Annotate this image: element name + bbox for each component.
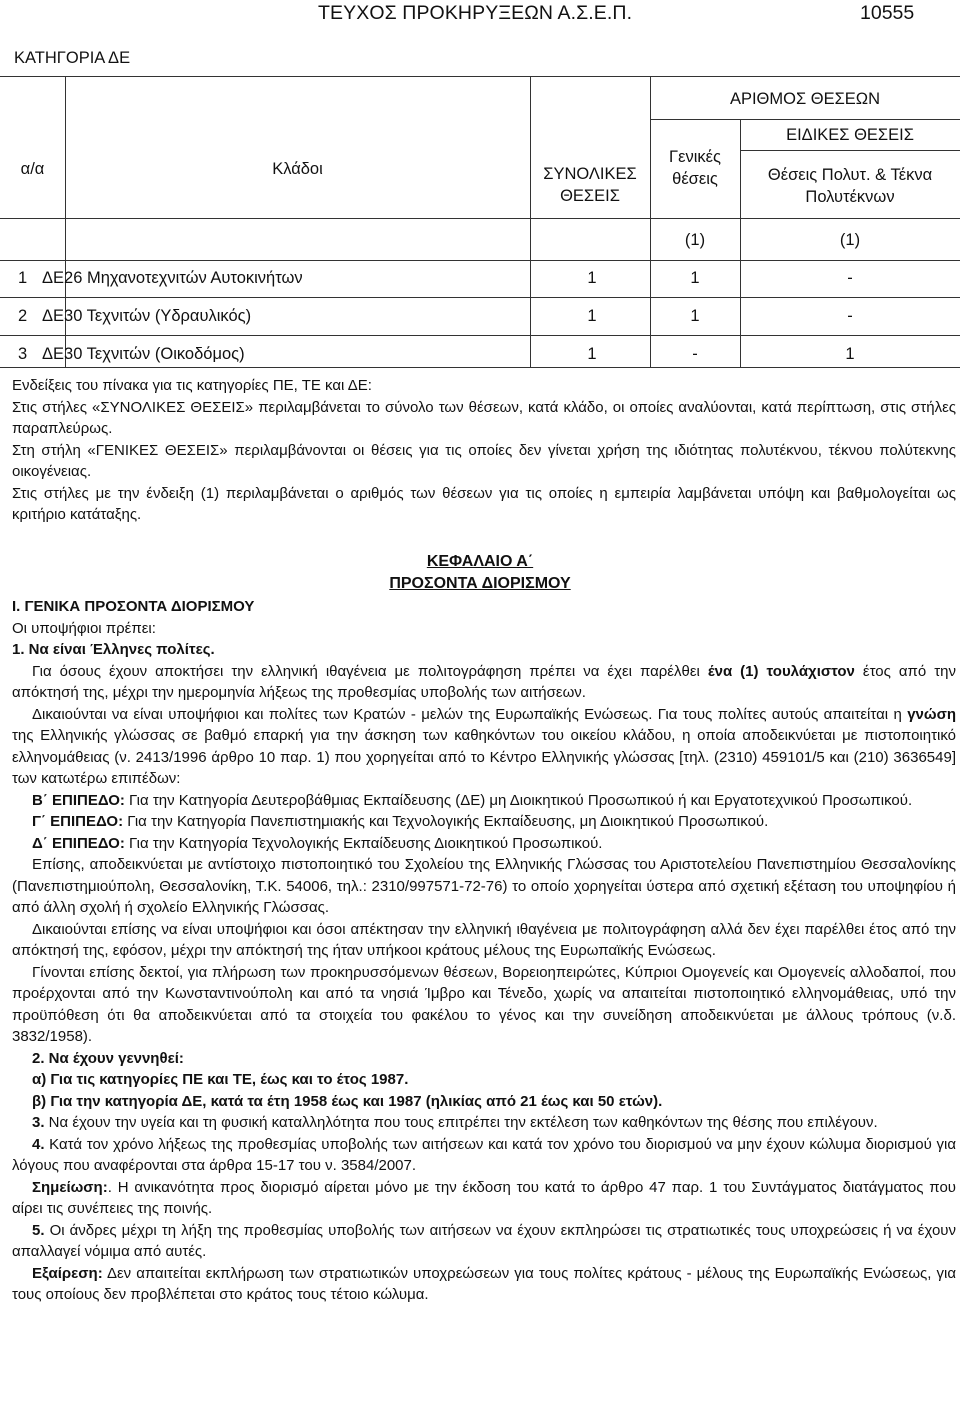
- chapter-subtitle: ΠΡΟΣΟΝΤΑ ΔΙΟΡΙΣΜΟΥ: [389, 575, 571, 592]
- note-line: Ενδείξεις του πίνακα για τις κατηγορίες ΠΕ, ΤΕ και ΔΕ:: [12, 377, 372, 394]
- row-synolikes: 1: [587, 269, 597, 287]
- note-paragraph: Σημείωση:. Η ανικανότητα προς διορισμό αίρεται μόνο με την έκδοση του κατά το άρθρο 47 παρ. 1 του Συντάγματος διατάγματος που αίρει τις συνέπειες της ποινής.: [12, 1178, 956, 1217]
- col-header-synolikes: [530, 163, 650, 207]
- exception-paragraph: Εξαίρεση: Δεν απαιτείται εκπλήρωση των στρατιωτικών υποχρεώσεων για τους πολίτες κράτους - μέλους της Ευρωπαϊκής Ενώσεως, για τους οποίους δεν προβλέπεται στο κράτος τους τέτοιο κώλυμα.: [12, 1264, 956, 1303]
- language-level-g: Γ΄ ΕΠΙΠΕΔΟ: Για την Κατηγορία Πανεπιστημιακής και Τεχνολογικής Εκπαίδευσης, μη Διοικητικού Προσωπικού.: [32, 813, 769, 830]
- col-header-genikes-line2: θέσεις: [672, 170, 718, 188]
- col-header-arithmos: ΑΡΙΘΜΟΣ ΘΕΣΕΩΝ: [729, 90, 881, 108]
- col-header-genikes-line1: Γενικές: [669, 148, 721, 166]
- paragraph: Επίσης, αποδεικνύεται με αντίστοιχο πιστοποιητικό του Σχολείου της Ελληνικής Γλώσσας του Αριστοτελείου Πανεπιστημίου Θεσσαλονίκης (Πανεπιστημιούπολη, Θεσσαλονίκη, Τ.Κ. 54006, τηλ.: 2310/997571-72-76) το οποίο χορηγείται ύστερα από σχετική εξέταση του υποψηφίου ή από άλλη σχολή ή σχολείο Ελληνικής Γλώσσας.: [12, 856, 956, 916]
- col-header-synolikes-line2: ΘΕΣΕΙΣ: [560, 187, 620, 205]
- col-header-kladoi: Κλάδοι: [272, 160, 323, 178]
- paragraph: Δικαιούνται να είναι υποψήφιοι και πολίτες των Κρατών - μελών της Ευρωπαϊκής Ενώσεως. Για τους πολίτες αυτούς απαιτείται η γνώση της Ελληνικής γλώσσας σε βαθμό επαρκή για την άσκηση των καθηκόντων του οικείου κλάδου, η οποία αποδεικνύεται με πιστοποιητικό ελληνομάθειας (ν. 2413/1996 άρθρο 10 παρ. 1) που χορηγείται από το Κέντρο Ελληνικής γλώσσας [τηλ. (2310) 459101/5 και (210) 3636549] των κατωτέρω επιπέδων:: [12, 705, 956, 787]
- col-header-aa: α/α: [20, 160, 45, 178]
- note-line: Στη στήλη «ΓΕΝΙΚΕΣ ΘΕΣΕΙΣ» περιλαμβάνονται οι θέσεις για τις οποίες δεν γίνεται χρήση της ιδιότητας πολυτέκνου, τέκνου πολύτεκνης οικογένειας.: [12, 441, 956, 480]
- category-label: ΚΑΤΗΓΟΡΙΑ ΔΕ: [14, 49, 131, 67]
- row-polyt: -: [847, 307, 853, 325]
- row-genikes: 1: [690, 307, 700, 325]
- col-header-polyt-line2: Πολυτέκνων: [805, 188, 895, 206]
- row-aa: 2: [18, 307, 28, 325]
- chapter-title: ΚΕΦΑΛΑΙΟ Α΄: [426, 553, 534, 570]
- paragraph: Δικαιούνται επίσης να είναι υποψήφιοι και όσοι απέκτησαν την ελληνική ιθαγένεια με πολιτογράφηση αλλά δεν έχει παρέλθει έτος από την απόκτησή της, εφόσον, μέχρι την απόκτησή της ήταν υπήκοοι κράτους μέλους της Ευρωπαϊκής Ενώσεως.: [12, 920, 956, 959]
- journal-title: ΤΕΥΧΟΣ ΠΡΟΚΗΡΥΞΕΩΝ Α.Σ.Ε.Π.: [318, 2, 633, 24]
- row-synolikes: 1: [587, 345, 597, 363]
- paragraph: Για όσους έχουν αποκτήσει την ελληνική ιθαγένεια με πολιτογράφηση πρέπει να έχει παρέλθει ένα (1) τουλάχιστον έτος από την απόκτησή της, μέχρι την ημερομηνία λήξεως της προθεσμίας υποβολής των αιτήσεων.: [12, 662, 956, 701]
- row-klados: ΔΕ30 Τεχνιτών (Οικοδόμος): [42, 345, 245, 363]
- paragraph: Γίνονται επίσης δεκτοί, για πλήρωση των προκηρυσσόμενων θέσεων, Βορειοηπειρώτες, Κύπριοι Ομογενείς και Ομογενείς αλλοδαποί, που προέρχονται από την Κωνσταντινούπολη και από τα νησιά Ίμβρο και Τένεδο, χωρίς να απαιτείται πιστοποιητικό ελληνομάθειας, υπό την προϋπόθεση ότι θα αποδεικνύεται από τα στοιχεία του φακέλου το γένος και την συνείδηση αποδεικνύεται με άλλους τρόπους (ν.δ. 3832/1958).: [12, 963, 956, 1045]
- section-intro: Οι υποψήφιοι πρέπει:: [12, 619, 156, 637]
- col-header-eidikes: ΕΙΔΙΚΕΣ ΘΕΣΕΙΣ: [786, 126, 914, 144]
- chapter-heading: [330, 551, 630, 595]
- row-klados: ΔΕ30 Τεχνιτών (Υδραυλικός): [42, 307, 252, 325]
- requirement-1-title: 1. Να είναι Έλληνες πολίτες.: [12, 641, 215, 658]
- requirement-5: 5. Οι άνδρες μέχρι τη λήξη της προθεσμίας υποβολής των αιτήσεων να έχουν εκπληρώσει τις στρατιωτικές τους υποχρεώσεις ή να έχουν απαλλαγεί νόμιμα από αυτές.: [12, 1221, 956, 1260]
- requirement-3: 3. Να έχουν την υγεία και τη φυσική καταλληλότητα που τους επιτρέπει την εκτέλεση των καθηκόντων της θέσης που επιλέγουν.: [32, 1114, 878, 1131]
- col-header-polyt-line1: Θέσεις Πολυτ. & Τέκνα: [767, 166, 933, 184]
- table-notes: [12, 375, 956, 526]
- note-line: Στις στήλες με την ένδειξη (1) περιλαμβάνεται ο αριθμός των θέσεων για τις οποίες η εμπειρία λαμβάνεται υπόψη και βαθμολογείται ως κριτήριο κατάταξης.: [12, 484, 956, 523]
- page-number: 10555: [860, 2, 915, 24]
- requirement-2b: β) Για την κατηγορία ΔΕ, κατά τα έτη 1958 έως και 1987 (ηλικίας από 21 έως και 50 ετών).: [32, 1092, 663, 1110]
- note-polyt: (1): [839, 231, 861, 249]
- row-synolikes: 1: [587, 307, 597, 325]
- note-genikes: (1): [684, 231, 706, 249]
- requirement-4: 4. Κατά τον χρόνο λήξεως της προθεσμίας υποβολής των αιτήσεων και κατά τον χρόνο του διορισμού να μην έχουν κώλυμα διορισμού για λόγους που αναφέρονται στα άρθρα 15-17 του ν. 3584/2007.: [12, 1135, 956, 1174]
- language-level-d: Δ΄ ΕΠΙΠΕΔΟ: Για την Κατηγορία Τεχνολογικής Εκπαίδευσης Διοικητικού Προσωπικού.: [32, 834, 603, 852]
- row-genikes: -: [692, 345, 698, 363]
- section-heading: Ι. ΓΕΝΙΚΑ ΠΡΟΣΟΝΤΑ ΔΙΟΡΙΣΜΟΥ: [12, 598, 255, 615]
- col-header-genikes: [650, 146, 740, 190]
- requirement-2-title: 2. Να έχουν γεννηθεί:: [32, 1049, 184, 1067]
- row-aa: 1: [18, 269, 28, 287]
- language-level-b: Β΄ ΕΠΙΠΕΔΟ: Για την Κατηγορία Δευτεροβάθμιας Εκπαίδευσης (ΔΕ) μη Διοικητικού Προσωπικού ή και Εργατοτεχνικού Προσωπικού.: [32, 791, 913, 809]
- row-klados: ΔΕ26 Μηχανοτεχνιτών Αυτοκινήτων: [42, 269, 303, 287]
- section-body: [12, 596, 956, 1306]
- note-line: Στις στήλες «ΣΥΝΟΛΙΚΕΣ ΘΕΣΕΙΣ» περιλαμβάνεται το σύνολο των θέσεων, κατά κλάδο, οι οποίες αναλύονται, κατά περίπτωση, στις στήλες παραπλεύρως.: [12, 398, 956, 437]
- row-polyt: -: [847, 269, 853, 287]
- row-aa: 3: [18, 345, 28, 363]
- row-polyt: 1: [845, 345, 855, 363]
- row-genikes: 1: [690, 269, 700, 287]
- requirement-2a: α) Για τις κατηγορίες ΠΕ και ΤΕ, έως και το έτος 1987.: [32, 1071, 409, 1088]
- col-header-polyt: [740, 164, 960, 208]
- col-header-synolikes-line1: ΣΥΝΟΛΙΚΕΣ: [543, 165, 637, 183]
